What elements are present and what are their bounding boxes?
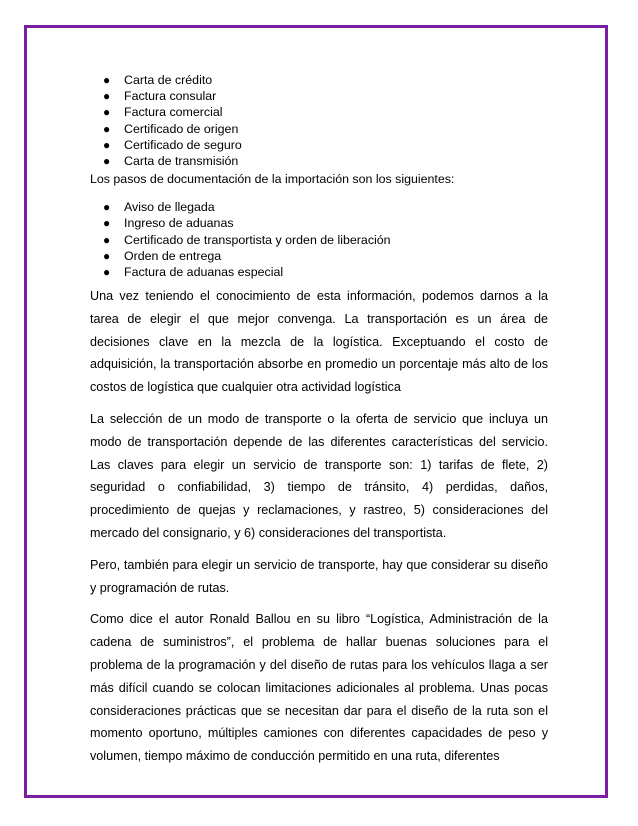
list-item-text: Certificado de origen — [124, 121, 239, 136]
list-item-text: Aviso de llegada — [124, 200, 215, 215]
document-list-b — [90, 199, 548, 280]
bullet-icon: ● — [103, 89, 111, 104]
bullet-icon: ● — [103, 200, 111, 215]
bullet-icon: ● — [103, 105, 111, 120]
bullet-icon: ● — [103, 264, 111, 279]
document-list-a — [90, 72, 548, 169]
list-item-text: Factura comercial — [124, 105, 223, 120]
list-item — [90, 88, 548, 104]
list-item-text: Factura de aduanas especial — [124, 264, 284, 279]
bullet-icon: ● — [103, 73, 111, 87]
list-item — [90, 248, 548, 264]
bullet-icon: ● — [103, 137, 111, 152]
list-item-text: Carta de crédito — [124, 73, 213, 87]
list-item — [90, 72, 548, 88]
list-item — [90, 215, 548, 231]
paragraph: Una vez teniendo el conocimiento de esta información, podemos darnos a la tarea de elegir el que mejor convenga. La transportación es un área de decisiones clave en la mezcla de la logística. Exceptuando el costo de adquisición, la transportación absorbe en promedio un porcentaje más alto de los costos de logística que cualquier otra actividad logística — [90, 289, 548, 395]
list-item — [90, 199, 548, 215]
bullet-icon: ● — [103, 216, 111, 231]
document-body — [90, 72, 548, 777]
list-item-text: Factura consular — [124, 89, 217, 104]
paragraph: Pero, también para elegir un servicio de transporte, hay que considerar su diseño y programación de rutas. — [90, 557, 548, 595]
list-item-text: Carta de transmisión — [124, 153, 239, 168]
list-item — [90, 104, 548, 120]
list-item — [90, 232, 548, 248]
intro-text: Los pasos de documentación de la importación son los siguientes: — [90, 172, 455, 187]
list-item — [90, 264, 548, 280]
bullet-icon: ● — [103, 248, 111, 263]
list-item-text: Certificado de transportista y orden de liberación — [124, 232, 391, 247]
paragraph: Como dice el autor Ronald Ballou en su libro “Logística, Administración de la cadena de suministros”, el problema de hallar buenas soluciones para el problema de la programación y del diseño de rutas para los vehículos llaga a ser más difícil cuando se colocan limitaciones adicionales al problema. Unas pocas consideraciones prácticas que se necesitan dar para el diseño de la ruta son el momento oportuno, múltiples camiones con diferentes capacidades de peso y volumen, tiempo máximo de conducción permitido en una ruta, diferentes — [90, 612, 548, 764]
list-item-text: Orden de entrega — [124, 248, 222, 263]
list-item — [90, 121, 548, 137]
paragraph: La selección de un modo de transporte o la oferta de servicio que incluya un modo de transportación depende de las diferentes características del servicio. Las claves para elegir un servicio de transporte son: 1) tarifas de flete, 2) seguridad o confiabilidad, 3) tiempo de tránsito, 4) perdidas, daños, procedimiento de quejas y reclamaciones, y rastreo, 5) consideraciones del mercado del consignario, y 6) consideraciones del transportista. — [90, 412, 548, 541]
list-item-text: Ingreso de aduanas — [124, 216, 234, 231]
bullet-icon: ● — [103, 232, 111, 247]
list-item — [90, 153, 548, 169]
list-item — [90, 137, 548, 153]
list-item-text: Certificado de seguro — [124, 137, 242, 152]
bullet-icon: ● — [103, 121, 111, 136]
bullet-icon: ● — [103, 153, 111, 168]
